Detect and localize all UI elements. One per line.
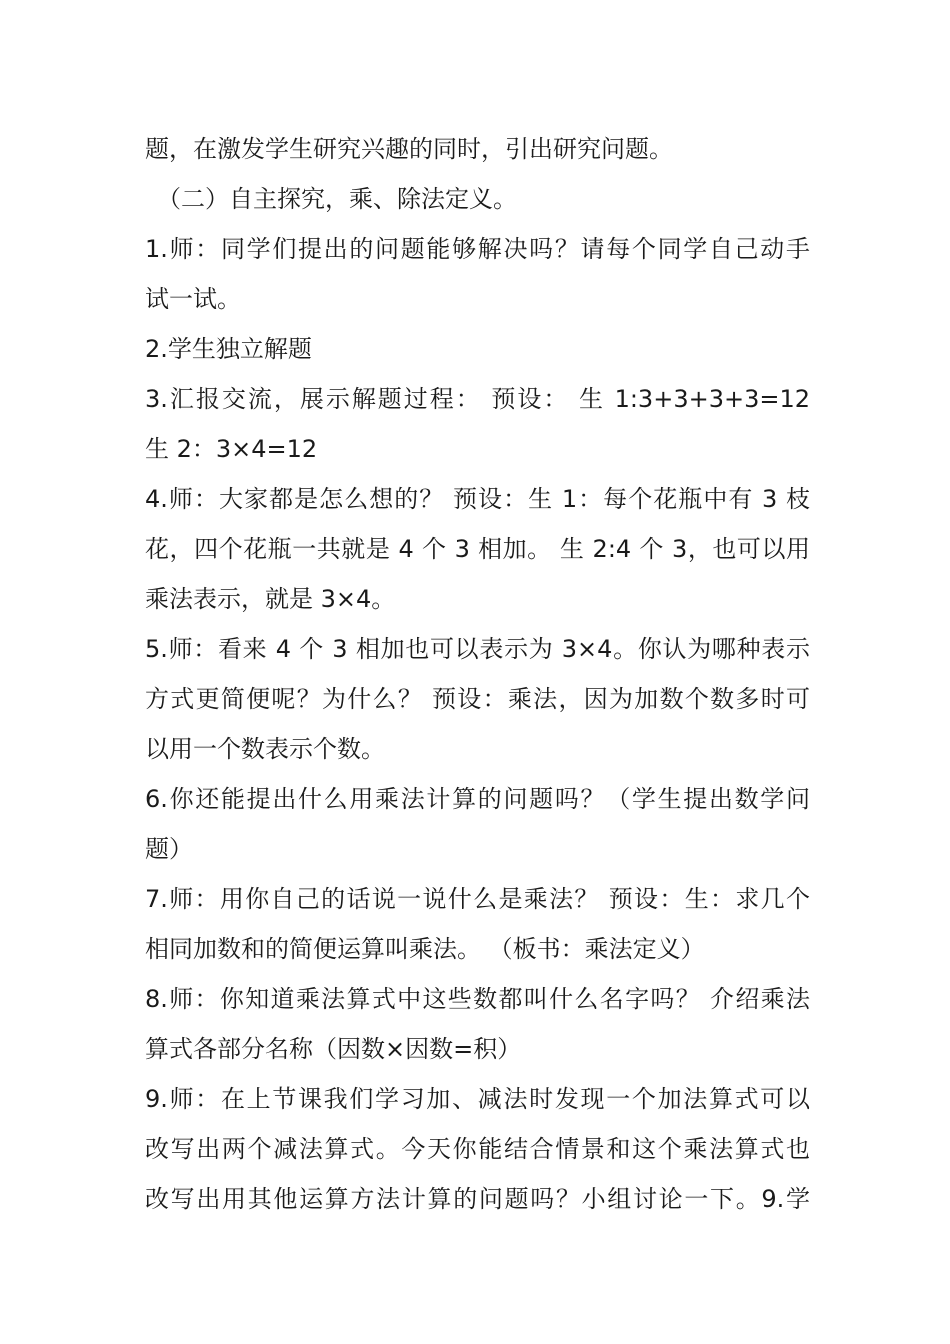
text-line: 花，四个花瓶一共就是 4 个 3 相加。 生 2:4 个 3，也可以用	[145, 535, 810, 563]
text-line: 试一试。	[145, 285, 241, 313]
text-line: 算式各部分名称（因数×因数=积）	[145, 1035, 522, 1063]
text-line: 乘法表示，就是 3×4。	[145, 585, 396, 613]
text-line: 4.师：大家都是怎么想的？ 预设：生 1：每个花瓶中有 3 枝	[145, 485, 810, 513]
text-line: 2.学生独立解题	[145, 335, 312, 363]
text-line: 相同加数和的简便运算叫乘法。 （板书：乘法定义）	[145, 935, 705, 963]
text-line: 8.师：你知道乘法算式中这些数都叫什么名字吗？ 介绍乘法	[145, 985, 810, 1013]
text-line: 改写出两个减法算式。今天你能结合情景和这个乘法算式也	[145, 1135, 810, 1163]
text-line: 生 2：3×4=12	[145, 435, 318, 463]
text-line: （二）自主探究，乘、除法定义。	[157, 185, 517, 213]
document-body	[145, 124, 810, 1224]
text-line: 5.师：看来 4 个 3 相加也可以表示为 3×4。你认为哪种表示	[145, 635, 810, 663]
text-line: 9.师：在上节课我们学习加、减法时发现一个加法算式可以	[145, 1085, 810, 1113]
text-line: 题）	[145, 835, 193, 863]
text-line: 6.你还能提出什么用乘法计算的问题吗？（学生提出数学问	[145, 785, 810, 813]
text-line: 方式更简便呢？为什么？ 预设：乘法，因为加数个数多时可	[145, 685, 810, 713]
text-line: 以用一个数表示个数。	[145, 735, 385, 763]
text-line: 改写出用其他运算方法计算的问题吗？小组讨论一下。9.学	[145, 1185, 810, 1213]
text-line: 1.师：同学们提出的问题能够解决吗？请每个同学自己动手	[145, 235, 810, 263]
text-line: 题，在激发学生研究兴趣的同时，引出研究问题。	[145, 135, 673, 163]
text-line: 3.汇报交流，展示解题过程： 预设： 生 1:3+3+3+3=12	[145, 385, 810, 413]
text-line: 7.师：用你自己的话说一说什么是乘法？ 预设：生：求几个	[145, 885, 810, 913]
